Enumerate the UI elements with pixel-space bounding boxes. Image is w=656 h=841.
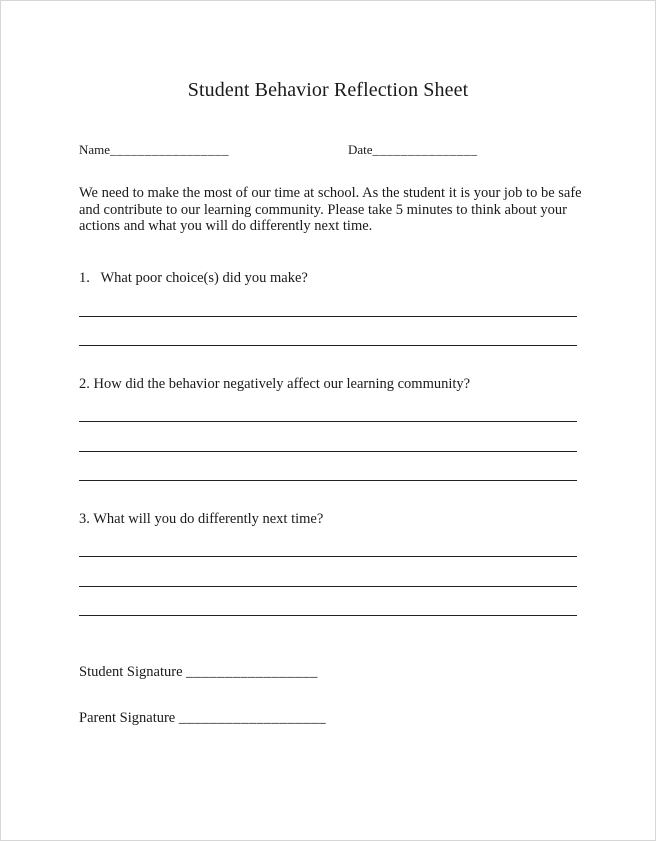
answer-line-2a[interactable] — [79, 421, 577, 422]
answer-line-3c[interactable] — [79, 615, 577, 616]
answer-line-3b[interactable] — [79, 586, 577, 587]
answer-line-2c[interactable] — [79, 480, 577, 481]
name-field — [79, 142, 229, 158]
parent-signature-label: Parent Signature — [79, 710, 176, 726]
question-2: 2. How did the behavior negatively affect our learning community? — [79, 376, 471, 392]
answer-line-1b[interactable] — [79, 345, 577, 346]
answer-line-2b[interactable] — [79, 451, 577, 452]
date-blank[interactable]: _______________ — [372, 142, 478, 157]
answer-line-3a[interactable] — [79, 556, 577, 557]
student-signature-field — [79, 664, 318, 681]
question-3: 3. What will you do differently next time? — [79, 511, 324, 527]
student-signature-blank[interactable]: _________________ — [186, 664, 318, 680]
question-1: 1. What poor choice(s) did you make? — [79, 270, 308, 286]
date-field — [348, 142, 478, 158]
date-label: Date — [348, 142, 373, 157]
answer-line-1a[interactable] — [79, 316, 577, 317]
name-blank[interactable]: _________________ — [110, 142, 230, 157]
student-signature-label: Student Signature — [79, 664, 183, 680]
name-label: Name — [79, 142, 111, 157]
intro-paragraph: We need to make the most of our time at school. As the student it is your job to be safe and contribute to our learning community. Please take 5 minutes to think about your actions and what you will do differently next time. — [79, 185, 582, 234]
parent-signature-field — [79, 710, 326, 727]
parent-signature-blank[interactable]: ___________________ — [178, 710, 327, 726]
page-title: Student Behavior Reflection Sheet — [187, 79, 469, 101]
